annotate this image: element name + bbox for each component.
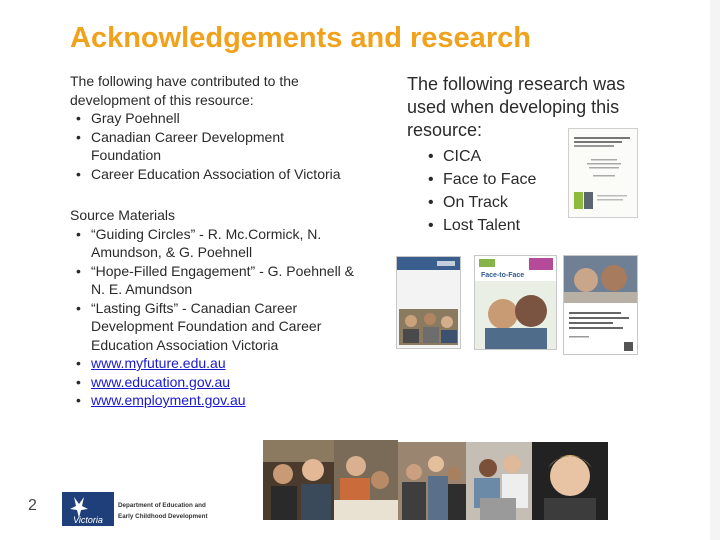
list-item: • Face to Face: [407, 168, 667, 191]
acknowledgements-column: [70, 72, 355, 410]
list-item: • Career Education Association of Victoria: [70, 165, 355, 184]
slide-edge: [710, 0, 720, 540]
page-title: Acknowledgements and research: [70, 22, 531, 54]
report-cover-graphic: [397, 257, 460, 348]
face-to-face-report-cover: [474, 255, 557, 350]
report-cover-graphic: [569, 129, 637, 217]
students-photo: [263, 440, 334, 520]
list-item: • CICA: [407, 145, 667, 168]
department-logo: [62, 492, 222, 526]
report-cover-graphic: [475, 256, 556, 349]
link-item[interactable]: [70, 391, 355, 410]
research-intro: The following research was used when developing this resource:: [407, 74, 626, 140]
laptop-students-photo: [466, 442, 532, 520]
contributors-list: [70, 109, 355, 183]
source-materials-list: [70, 225, 355, 410]
link-item[interactable]: [70, 373, 355, 392]
photo-graphic: [466, 442, 532, 520]
list-item: • “Guiding Circles” - R. Mc.Cormick, N. Amundson, & G. Poehnell: [70, 225, 355, 262]
list-item: • Lost Talent: [407, 214, 667, 237]
students-studying-photo: [334, 440, 398, 520]
photo-graphic: [398, 442, 466, 520]
list-item: • “Hope-Filled Engagement” - G. Poehnell & N. E. Amundson: [70, 262, 355, 299]
department-name-line2: Early Childhood Development: [118, 513, 208, 520]
report-cover-graphic: [564, 256, 637, 354]
photo-graphic: [334, 440, 398, 520]
list-item: • Gray Poehnell: [70, 109, 355, 128]
link-item[interactable]: [70, 354, 355, 373]
department-name-line1: Department of Education and: [118, 502, 206, 509]
source-materials-heading: Source Materials: [70, 207, 176, 223]
page-number: 2: [28, 497, 37, 514]
lost-talent-report-cover: [563, 255, 638, 355]
cica-report-cover: [568, 128, 638, 218]
list-item: • Canadian Career Development Foundation: [70, 128, 355, 165]
education-link[interactable]: www.education.gov.au: [91, 373, 231, 390]
logo-wordmark: Victoria: [73, 515, 103, 525]
classroom-photo: [398, 442, 466, 520]
on-track-report-cover: [396, 256, 461, 349]
student-portrait-photo: [532, 442, 608, 520]
employment-link[interactable]: www.employment.gov.au: [91, 392, 246, 408]
victoria-logo: [62, 492, 222, 526]
photo-graphic: [532, 442, 608, 520]
list-item: • “Lasting Gifts” - Canadian Career Development Foundation and Career Education Association Victoria: [70, 299, 355, 355]
contributors-intro: The following have contributed to the development of this resource:: [70, 73, 299, 108]
myfuture-link[interactable]: www.myfuture.edu.au: [91, 355, 226, 371]
face-to-face-cover-title: Face-to-Face: [481, 272, 525, 279]
photo-graphic: [263, 440, 334, 520]
list-item: • On Track: [407, 191, 667, 214]
